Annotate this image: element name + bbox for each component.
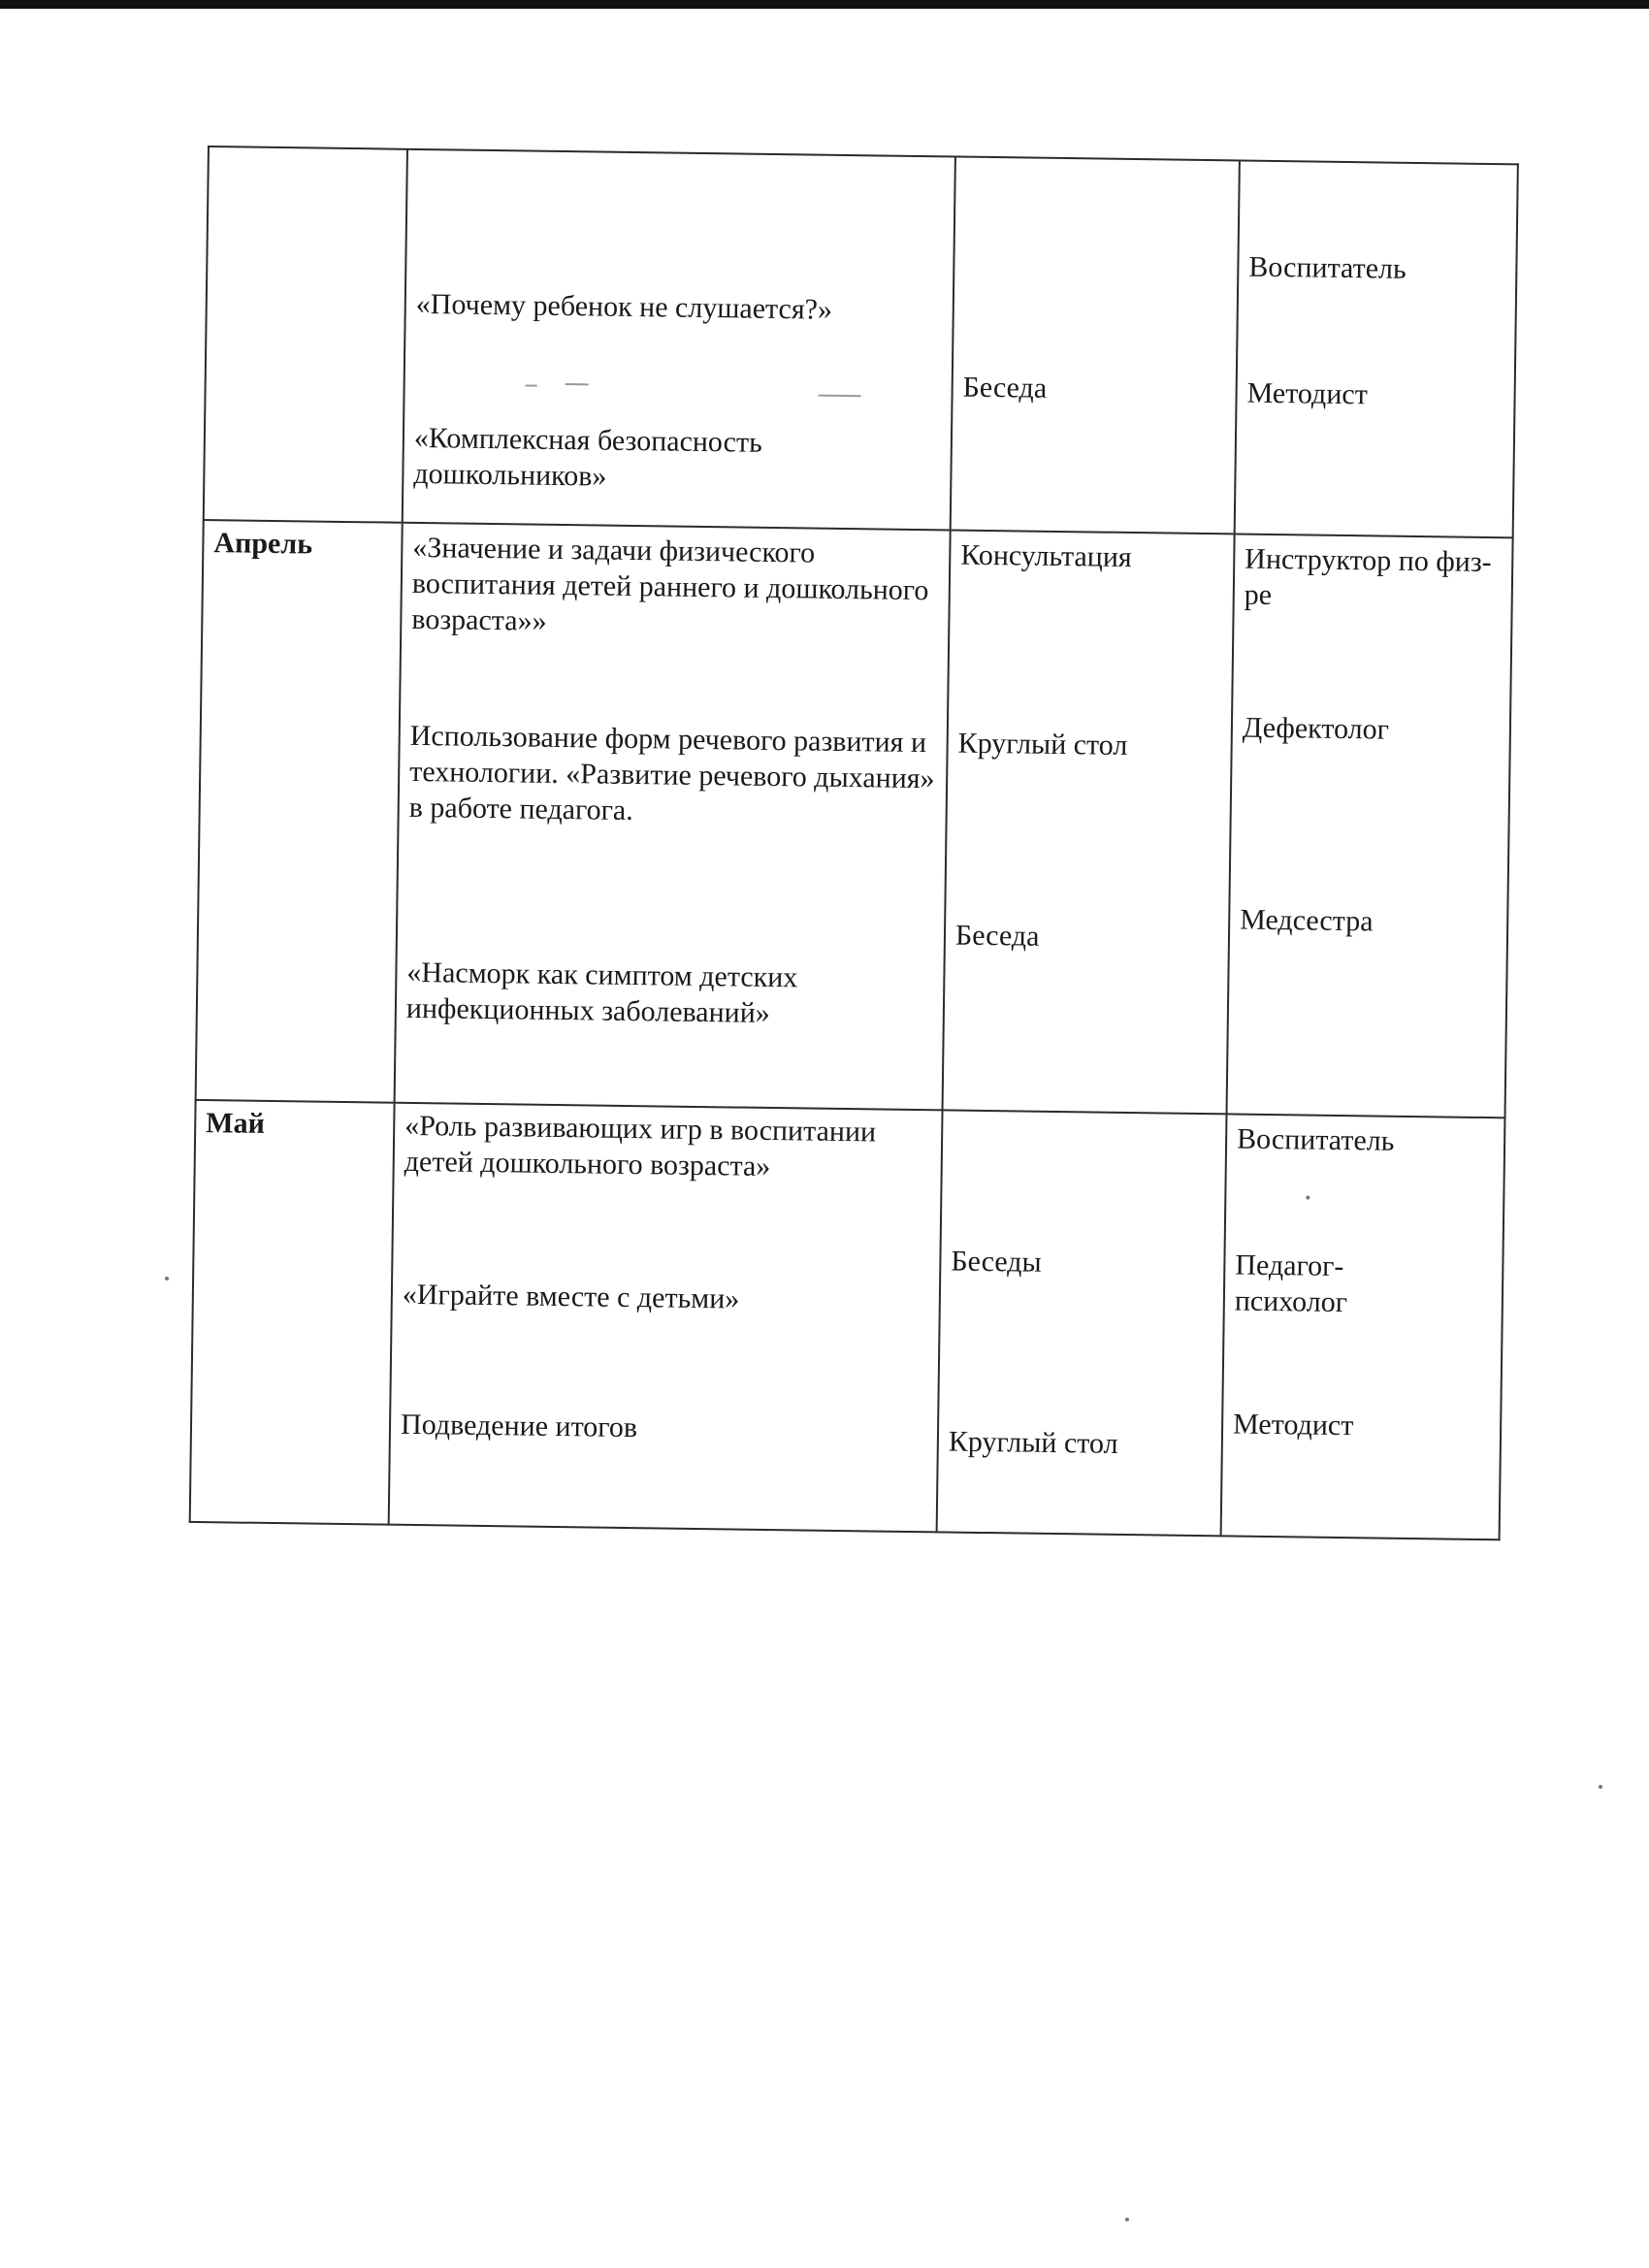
topic-text: «Значение и задачи физического воспитания детей раннего и дошкольного возраста»» bbox=[411, 531, 929, 637]
scan-smudge bbox=[819, 395, 861, 398]
form-text: Беседа bbox=[962, 371, 1048, 405]
form-text: Консультация bbox=[960, 538, 1132, 574]
responsible-text: Методист bbox=[1246, 376, 1369, 411]
responsible-cell bbox=[1235, 160, 1518, 537]
responsible-text: Методист bbox=[1232, 1408, 1354, 1442]
scan-dot bbox=[1599, 1785, 1602, 1789]
topic-text: «Роль развивающих игр в воспитании детей дошкольного возраста» bbox=[404, 1109, 877, 1183]
topic-text: «Почему ребенок не слушается?» bbox=[415, 287, 833, 326]
month-cell bbox=[196, 520, 403, 1103]
responsible-text: Медсестра bbox=[1240, 903, 1374, 938]
responsible-text: Воспитатель bbox=[1248, 250, 1406, 285]
events-table bbox=[189, 146, 1519, 1540]
responsible-text: Инструктор по физ-ре bbox=[1244, 542, 1492, 611]
form-text: Круглый стол bbox=[948, 1425, 1118, 1460]
month-cell bbox=[204, 146, 407, 523]
topic-text: «Комплексная безопасность дошкольников» bbox=[413, 421, 763, 493]
topic-cell bbox=[403, 149, 955, 531]
table-container bbox=[189, 146, 1517, 1539]
form-cell bbox=[937, 1110, 1227, 1536]
form-text: Беседы bbox=[951, 1245, 1042, 1279]
responsible-text: Воспитатель bbox=[1236, 1122, 1395, 1157]
form-text: Беседа bbox=[954, 919, 1040, 953]
form-text: Круглый стол bbox=[957, 727, 1128, 761]
topic-text: Подведение итогов bbox=[400, 1408, 638, 1444]
month-label: Апрель bbox=[213, 527, 313, 561]
scan-edge bbox=[0, 0, 1649, 9]
responsible-cell bbox=[1227, 534, 1513, 1118]
topic-text: «Играйте вместе с детьми» bbox=[402, 1278, 740, 1315]
topic-cell bbox=[389, 1103, 943, 1533]
table-row bbox=[204, 146, 1518, 537]
responsible-text: Дефектолог bbox=[1242, 711, 1390, 746]
responsible-cell bbox=[1221, 1114, 1505, 1539]
month-label: Май bbox=[206, 1107, 266, 1140]
topic-cell bbox=[395, 523, 951, 1111]
month-label bbox=[219, 151, 399, 154]
month-cell bbox=[190, 1100, 395, 1525]
scan-dot bbox=[165, 1277, 169, 1280]
form-cell bbox=[943, 530, 1235, 1114]
topic-text: «Насморк как симптом детских инфекционных заболеваний» bbox=[405, 956, 798, 1029]
scan-smudge bbox=[526, 384, 537, 386]
form-cell bbox=[951, 156, 1240, 534]
topic-text: Использование форм речевого развития и технологии. «Развитие речевого дыхания» в работе педагога. bbox=[408, 719, 935, 827]
responsible-text: Педагог-психолог bbox=[1234, 1248, 1348, 1319]
table-row bbox=[190, 1100, 1505, 1539]
table-row bbox=[196, 520, 1513, 1118]
scan-dot bbox=[1306, 1196, 1310, 1200]
scan-smudge bbox=[566, 383, 589, 385]
scan-dot bbox=[1125, 2218, 1129, 2221]
